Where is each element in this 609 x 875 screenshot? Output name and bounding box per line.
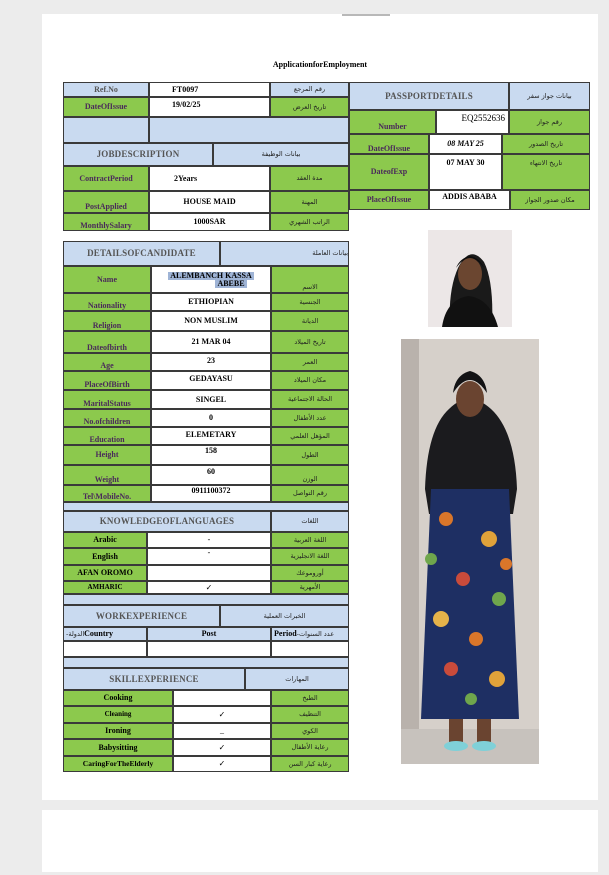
work-row-cell: [271, 641, 349, 657]
skill-experience-header: SKILLEXPERIENCE: [63, 668, 245, 690]
amharic-value: ✓: [147, 581, 271, 594]
arabic-language-value: -: [147, 532, 271, 548]
name-label: Name: [63, 266, 151, 293]
height-value: 158: [151, 445, 271, 465]
monthly-salary-value: 1000SAR: [149, 213, 270, 231]
mobile-value: 0911100372: [151, 485, 271, 502]
religion-value: NON MUSLIM: [151, 311, 271, 331]
height-arabic: الطول: [271, 445, 349, 465]
mobile-label: Tel\MobileNo.: [63, 485, 151, 502]
job-description-header: JOBDESCRIPTION: [63, 143, 213, 166]
place-of-issue-value: ADDIS ABABA: [429, 190, 510, 210]
passport-details-header-arabic: بيانات جواز سفر: [509, 82, 590, 110]
arabic-language-label: Arabic: [63, 532, 147, 548]
english-language-arabic: اللغة الانجليزية: [271, 548, 349, 565]
contract-period-arabic: مدة العقد: [270, 166, 349, 191]
cooking-arabic: الطبخ: [271, 690, 349, 706]
post-applied-label: PostApplied: [63, 191, 149, 213]
name-arabic: الاسم: [271, 266, 349, 293]
passport-issue-date-value: 08 MAY 25: [429, 134, 502, 154]
amharic-label: AMHARIC: [63, 581, 147, 594]
education-value: ELEMETARY: [151, 427, 271, 445]
spacer-cell: [149, 117, 349, 143]
weight-arabic: الوزن: [271, 465, 349, 485]
page-title: ApplicationforEmployment: [272, 60, 368, 69]
date-of-issue-arabic: تاريخ العرض: [270, 97, 349, 117]
passport-expiry-label: DateofExp: [349, 154, 429, 190]
weight-value: 60: [151, 465, 271, 485]
passport-details-header: PASSPORTDETAILS: [349, 82, 509, 110]
ref-no-value: FT0097: [149, 82, 270, 97]
marital-status-label: MaritalStatus: [63, 390, 151, 409]
babysitting-label: Babysitting: [63, 739, 173, 756]
cleaning-label: Cleaning: [63, 706, 173, 723]
col-country-arabic: الدولة-: [66, 629, 85, 638]
col-country-header: [63, 627, 147, 641]
col-period-arabic: عدد السنوات-: [296, 629, 335, 638]
passport-issue-date-label: DateOfIssue: [349, 134, 429, 154]
portrait-photo: [428, 230, 512, 327]
date-of-birth-arabic: تاريخ الميلاد: [271, 331, 349, 353]
name-value: [151, 266, 271, 293]
marital-status-arabic: الحالة الاجتماعية: [271, 390, 349, 409]
post-applied-value: HOUSE MAID: [149, 191, 270, 213]
ironing-value: _: [173, 723, 271, 739]
religion-label: Religion: [63, 311, 151, 331]
date-of-issue-value: 19/02/25: [149, 97, 270, 117]
nationality-arabic: الجنسية: [271, 293, 349, 311]
spacer-cell: [63, 117, 149, 143]
skill-experience-header-arabic: المهارات: [245, 668, 349, 690]
passport-number-arabic: رقم جواز: [509, 110, 590, 134]
contract-period-label: ContractPeriod: [63, 166, 149, 191]
weight-label: Weight: [63, 465, 151, 485]
ref-no-arabic: رقم المرجع: [270, 82, 349, 97]
marital-status-value: SINGEL: [151, 390, 271, 409]
place-of-issue-label: PlaceOfIssue: [349, 190, 429, 210]
date-of-birth-label: Dateofbirth: [63, 331, 151, 353]
afan-oromo-value: [147, 565, 271, 581]
amharic-arabic: الأمهرية: [271, 581, 349, 594]
col-country-label: Country: [84, 629, 114, 638]
candidate-details-header: DETAILSOFCANDIDATE: [63, 241, 220, 266]
religion-arabic: الديانة: [271, 311, 349, 331]
full-body-photo: [401, 339, 539, 764]
job-description-header-arabic: بيانات الوظيفة: [213, 143, 349, 166]
date-of-issue-label: DateOfIssue: [63, 97, 149, 117]
afan-oromo-label: AFAN OROMO: [63, 565, 147, 581]
candidate-details-header-arabic: بيانات العاملة: [220, 241, 349, 266]
nationality-value: ETHIOPIAN: [151, 293, 271, 311]
cooking-value: [173, 690, 271, 706]
name-line-1: ALEMBANCH KASSA: [170, 270, 252, 280]
spacer-cell: [63, 502, 349, 511]
languages-header-arabic: اللغات: [271, 511, 349, 532]
col-period-header: [271, 627, 349, 641]
elderly-care-value: ✓: [173, 756, 271, 772]
cleaning-value: ✓: [173, 706, 271, 723]
passport-number-label: Number: [349, 110, 436, 134]
english-language-label: English: [63, 548, 147, 565]
children-label: No.ofchildren: [63, 409, 151, 427]
contract-period-value: 2Years: [149, 166, 270, 191]
age-label: Age: [63, 353, 151, 371]
application-page: [42, 14, 598, 800]
education-arabic: المؤهل العلمي: [271, 427, 349, 445]
mobile-arabic: رقم التواصل: [271, 485, 349, 502]
babysitting-arabic: رعاية الأطفال: [271, 739, 349, 756]
passport-expiry-arabic: تاريخ الانتهاء: [502, 154, 590, 190]
work-row-cell: [147, 641, 271, 657]
children-value: 0: [151, 409, 271, 427]
top-divider: [342, 14, 390, 16]
cooking-label: Cooking: [63, 690, 173, 706]
spacer-cell: [63, 657, 349, 668]
place-of-birth-arabic: مكان الميلاد: [271, 371, 349, 390]
monthly-salary-arabic: الراتب الشهري: [270, 213, 349, 231]
date-of-birth-value: 21 MAR 04: [151, 331, 271, 353]
place-of-birth-label: PlaceOfBirth: [63, 371, 151, 390]
education-label: Education: [63, 427, 151, 445]
post-applied-arabic: المهنة: [270, 191, 349, 213]
passport-issue-date-arabic: تاريخ الصدور: [502, 134, 590, 154]
age-arabic: العمر: [271, 353, 349, 371]
cleaning-arabic: التنظيف: [271, 706, 349, 723]
col-post-header: Post: [147, 627, 271, 641]
elderly-care-arabic: رعاية كبار السن: [271, 756, 349, 772]
arabic-language-arabic: اللغة العربية: [271, 532, 349, 548]
monthly-salary-label: MonthlySalary: [63, 213, 149, 231]
languages-header: KNOWLEDGEOFLANGUAGES: [63, 511, 271, 532]
next-page: [42, 810, 598, 872]
passport-expiry-value: 07 MAY 30: [429, 154, 502, 190]
place-of-issue-arabic: مكان صدور الجواز: [510, 190, 590, 210]
passport-number-value: EQ2552636: [436, 110, 509, 134]
ironing-label: Ironing: [63, 723, 173, 739]
name-line-2: ABEBE: [217, 278, 245, 288]
work-experience-header: WORKEXPERIENCE: [63, 605, 220, 627]
spacer-cell: [63, 594, 349, 605]
col-period-label: Period: [274, 629, 297, 638]
english-language-value: -: [147, 548, 271, 565]
place-of-birth-value: GEDAYASU: [151, 371, 271, 390]
elderly-care-label: CaringForTheElderly: [63, 756, 173, 772]
ref-no-label: Ref.No: [63, 82, 149, 97]
height-label: Height: [63, 445, 151, 465]
afan-oromo-arabic: أوروموعك: [271, 565, 349, 581]
ironing-arabic: الكوي: [271, 723, 349, 739]
children-arabic: عدد الأطفال: [271, 409, 349, 427]
age-value: 23: [151, 353, 271, 371]
nationality-label: Nationality: [63, 293, 151, 311]
babysitting-value: ✓: [173, 739, 271, 756]
work-experience-header-arabic: الخبرات العملية: [220, 605, 349, 627]
work-row-cell: [63, 641, 147, 657]
